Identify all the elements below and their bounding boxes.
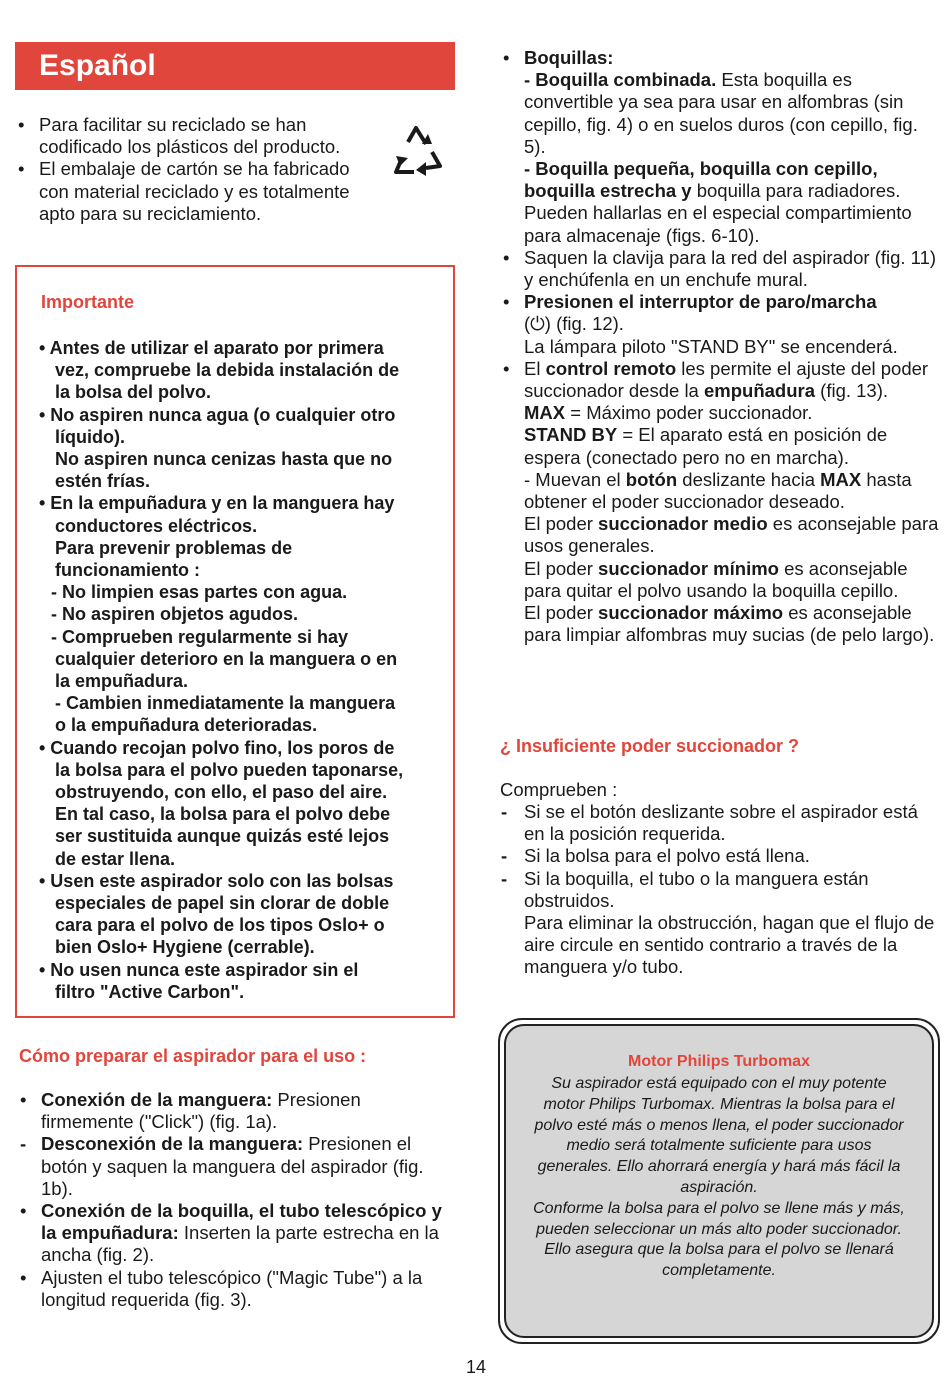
maximo-line — [524, 602, 940, 646]
list-item: • Para facilitar su reciclado se han codificado los plásticos del producto. — [15, 114, 380, 158]
right-list — [500, 47, 940, 646]
item-text: deslizante hacia — [677, 468, 821, 490]
item-text: = Máximo poder succionador. — [565, 402, 813, 424]
important-line: obstruyendo, con ello, el paso del aire. — [55, 782, 388, 803]
important-line: En tal caso, la bolsa para el polvo debe — [55, 804, 391, 825]
motor-title: Motor Philips Turbomax — [628, 1053, 810, 1070]
recycle-icon — [384, 120, 448, 182]
important-line: estén frías. — [55, 471, 151, 492]
important-line: • Usen este aspirador solo con las bolsas — [39, 870, 394, 891]
item-bold: MAX — [820, 468, 862, 490]
recycling-list — [15, 114, 380, 225]
important-line: la bolsa del polvo. — [55, 382, 212, 403]
interruptor-title: • Presionen el interruptor de paro/marcha — [524, 291, 877, 313]
item-text: Inserten la parte estrecha en la ancha (fig. 2). — [41, 1222, 439, 1266]
item-text: El poder — [524, 602, 599, 624]
item-bold: Conexión de la boquilla, el tubo telescópico y la empuñadura: — [41, 1200, 442, 1244]
item-text: - Muevan el — [524, 468, 626, 490]
item-text: hasta obtener el poder succionador deseado. — [524, 468, 912, 513]
important-line: - No limpien esas partes con agua. — [51, 582, 348, 603]
item-bold: MAX — [524, 402, 566, 424]
list-item: - Si se el botón deslizante sobre el aspirador está en la posición requerida. — [500, 801, 940, 845]
list-item — [500, 47, 940, 247]
item-text: Ajusten el tubo telescópico ("Magic Tube") a la longitud requerida (fig. 3). — [41, 1266, 423, 1310]
important-line: vez, compruebe la debida instalación de — [55, 360, 400, 381]
standby-line — [524, 424, 940, 468]
important-line: • En la empuñadura y en la manguera hay — [39, 493, 395, 514]
important-line: ser sustituida aunque quizás esté lejos — [55, 826, 390, 847]
boquillas-title: • Boquillas: — [524, 47, 614, 68]
motor-paragraph: Su aspirador está equipado con el muy potente motor Philips Turbomax. Mientras la bolsa para el polvo esté más o menos llena, el poder succionador medio será totalmente suficiente para usos generales. Ello ahorrará energía y hará más fácil la aspiración. — [534, 1075, 904, 1196]
item-text: es aconsejable para quitar el polvo usando la boquilla cepillo. — [524, 557, 908, 601]
item-bold: empuñadura — [703, 380, 816, 402]
list-item: • El embalaje de cartón se ha fabricado con material reciclado y es totalmente apto para su reciclamiento. — [15, 158, 380, 225]
important-line: funcionamiento : — [55, 560, 200, 581]
minimo-line — [524, 558, 940, 602]
item-text: boquilla para radiadores. — [691, 180, 901, 202]
boquilla-combinada — [524, 69, 940, 158]
preparar-title: Cómo preparar el aspirador para el uso : — [19, 1046, 367, 1066]
list-item — [17, 1089, 457, 1133]
important-line: - Comprueben regularmente si hay — [51, 626, 349, 647]
item-bold: succionador medio — [598, 513, 768, 535]
important-text — [39, 337, 449, 1003]
item-text: - Si la boquilla, el tubo o la manguera están obstruidos. — [524, 867, 869, 911]
item-text: = El aparato está en posición de espera (conectado pero no en marcha). — [524, 424, 888, 468]
item-bold: Desconexión de la manguera: — [41, 1133, 304, 1155]
important-line: líquido). — [55, 426, 125, 447]
important-line: la empuñadura. — [55, 671, 189, 692]
item-bold: - Boquilla combinada. — [524, 69, 717, 91]
right-column — [500, 47, 940, 646]
important-line: • Antes de utilizar el aparato por primera — [39, 338, 384, 358]
motor-paragraph: Conforme la bolsa para el polvo se llene más y más, pueden seleccionar un más alto poder succionador. — [533, 1199, 905, 1238]
item-bold: botón — [625, 468, 678, 490]
list-item — [17, 1200, 457, 1267]
item-bold: control remoto — [545, 357, 677, 379]
important-line: conductores eléctricos. — [55, 515, 258, 536]
control-remoto — [524, 358, 940, 402]
list-item — [500, 358, 940, 647]
boquilla-pequena — [524, 158, 940, 202]
important-line: o la empuñadura deterioradas. — [55, 715, 318, 736]
item-text: El poder — [524, 557, 599, 579]
item-text: Presionen el botón y saquen la manguera del aspirador (fig. 1b). — [41, 1133, 424, 1199]
list-item — [500, 291, 940, 358]
item-bold: succionador máximo — [598, 602, 784, 624]
item-text: Presionen firmemente ("Click") (fig. 1a). — [41, 1089, 361, 1133]
item-text: El — [524, 357, 546, 379]
important-line: cualquier deterioro en la manguera o en — [55, 648, 398, 669]
item-text: es aconsejable para usos generales. — [524, 513, 939, 557]
item-bold: STAND BY — [524, 424, 618, 446]
motor-info-inner — [504, 1024, 934, 1338]
important-line: Para prevenir problemas de — [55, 537, 293, 558]
insuficiente-intro: Comprueben : — [500, 779, 618, 800]
important-line: especiales de papel sin clorar de doble — [55, 893, 390, 914]
item-text: es aconsejable para limpiar alfombras muy sucias (de pelo largo). — [524, 602, 935, 646]
language-header — [15, 42, 455, 90]
important-line: - Cambien inmediatamente la manguera — [55, 693, 396, 714]
preparar-list — [17, 1089, 457, 1311]
item-text: les permite el ajuste del poder succionador desde la — [524, 357, 929, 402]
motor-body — [530, 1074, 908, 1282]
important-line: • Cuando recojan polvo fino, los poros de — [39, 737, 395, 758]
important-line: cara para el polvo de los tipos Oslo+ o — [55, 915, 385, 936]
list-item — [17, 1267, 457, 1311]
important-line: la bolsa para el polvo pueden taponarse, — [55, 759, 404, 780]
list-item: • Saquen la clavija para la red del aspirador (fig. 11) y enchúfenla en un enchufe mural. — [500, 247, 940, 291]
list-item — [17, 1133, 457, 1200]
item-bold: - Boquilla pequeña, boquilla con cepillo, boquilla estrecha y — [524, 158, 878, 202]
motor-info-box — [498, 1018, 940, 1344]
boquilla-almacenaje: Pueden hallarlas en el especial compartimiento para almacenaje (figs. 6-10). — [524, 202, 912, 246]
insuficiente-title: ¿ Insuficiente poder succionador ? — [500, 736, 800, 756]
important-line: filtro "Active Carbon". — [55, 981, 245, 1002]
muevan-line — [524, 469, 940, 513]
important-line: bien Oslo+ Hygiene (cerrable). — [55, 937, 315, 958]
max-line — [524, 402, 940, 424]
item-text: El poder — [524, 513, 599, 535]
important-line: • No aspiren nunca agua (o cualquier otro — [39, 404, 396, 425]
medio-line — [524, 513, 940, 557]
item-text: (fig. 13). — [815, 380, 889, 402]
important-title: Importante — [41, 292, 135, 312]
item-bold: succionador mínimo — [598, 557, 779, 579]
interruptor-fig: (⏻) (fig. 12). — [524, 313, 624, 335]
language-title: Español — [39, 49, 156, 82]
item-bold: Conexión de la manguera: — [41, 1089, 273, 1110]
item-text: Esta boquilla es convertible ya sea para usar en alfombras (sin cepillo, fig. 4) o en suelos duros (con cepillo, fig. 5). — [524, 69, 918, 157]
important-line: No aspiren nunca cenizas hasta que no — [55, 449, 393, 470]
list-item — [500, 868, 940, 979]
important-line: • No usen nunca este aspirador sin el — [39, 959, 359, 980]
list-item: - Si la bolsa para el polvo está llena. — [500, 845, 940, 867]
motor-paragraph: Ello asegura que la bolsa para el polvo se llenará completamente. — [544, 1241, 894, 1280]
important-line: - No aspiren objetos agudos. — [51, 604, 299, 625]
important-line: de estar llena. — [55, 848, 176, 869]
item-text: Para eliminar la obstrucción, hagan que el flujo de aire circule en sentido contrario a través de la manguera y/o tubo. — [524, 912, 935, 978]
insuficiente-list — [500, 801, 940, 979]
page-number: 14 — [466, 1357, 487, 1377]
lampara-text: La lámpara piloto "STAND BY" se encenderá. — [524, 335, 898, 357]
important-box — [15, 265, 455, 1018]
